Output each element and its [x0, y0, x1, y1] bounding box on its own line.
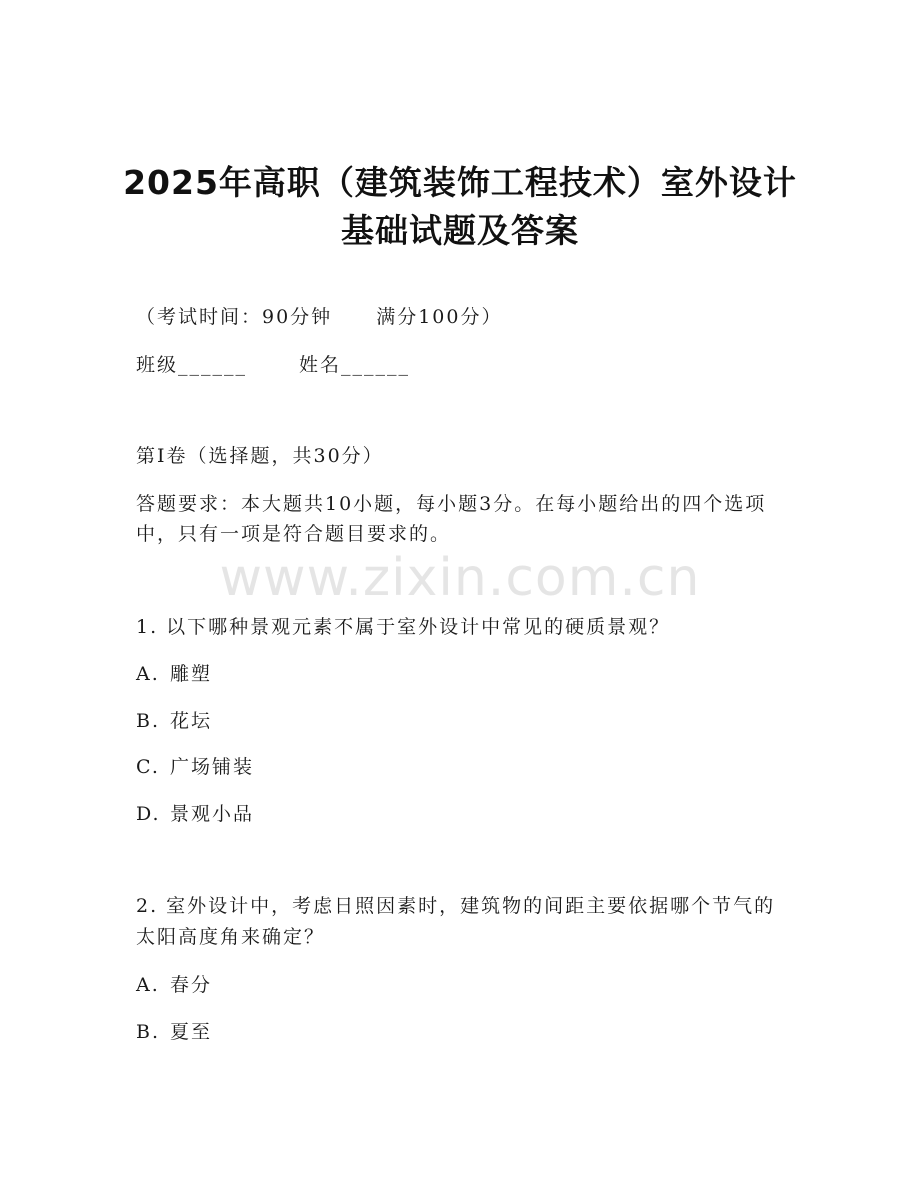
instructions-line2: 中，只有一项是符合题目要求的。	[136, 523, 452, 545]
document-title-line2: 基础试题及答案	[341, 211, 579, 250]
question-1-stem: 1. 以下哪种景观元素不属于室外设计中常见的硬质景观？	[136, 616, 671, 638]
section-heading: 第I卷（选择题，共30分）	[136, 445, 384, 467]
option-label: D.	[136, 803, 161, 825]
student-fields	[136, 350, 410, 377]
class-field: 班级______	[136, 354, 248, 376]
option-label: B.	[136, 710, 161, 732]
question-1-option-a	[136, 659, 212, 686]
document-title-line1: 2025年高职（建筑装饰工程技术）室外设计	[123, 163, 797, 202]
question-2-option-a	[136, 970, 212, 997]
option-text: 雕塑	[170, 663, 213, 685]
option-text: 景观小品	[170, 803, 255, 825]
option-text: 春分	[170, 974, 213, 996]
watermark: www.zixin.com.cn	[219, 548, 701, 608]
option-label: B.	[136, 1021, 161, 1043]
question-2-stem-line2: 太阳高度角来确定？	[136, 926, 326, 948]
name-field: 姓名______	[299, 354, 411, 376]
option-label: A.	[136, 974, 160, 996]
exam-score: 满分100分）	[376, 306, 503, 328]
question-2-stem-line1: 2. 室外设计中，考虑日照因素时，建筑物的间距主要依据哪个节气的	[136, 895, 776, 917]
option-text: 夏至	[170, 1021, 213, 1043]
exam-info	[136, 302, 502, 329]
question-1-option-c	[136, 752, 254, 779]
question-1-option-b	[136, 706, 212, 733]
option-text: 花坛	[170, 710, 213, 732]
option-text: 广场铺装	[170, 756, 255, 778]
option-label: A.	[136, 663, 160, 685]
option-label: C.	[136, 756, 160, 778]
exam-time: （考试时间：90分钟	[136, 306, 333, 328]
instructions-line1: 答题要求：本大题共10小题，每小题3分。在每小题给出的四个选项	[136, 493, 767, 515]
question-2-option-b	[136, 1017, 212, 1044]
question-1-option-d	[136, 799, 254, 826]
